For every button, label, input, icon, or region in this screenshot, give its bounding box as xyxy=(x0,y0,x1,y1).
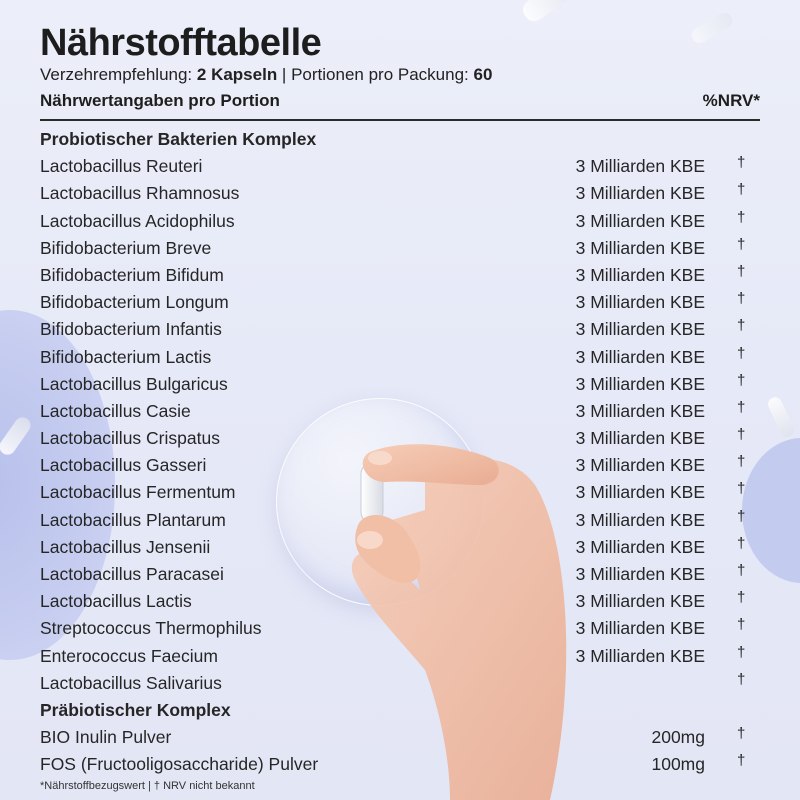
nutrient-nrv: † xyxy=(737,752,746,770)
nutrient-amount: 3 Milliarden KBE xyxy=(575,400,705,421)
nutrient-amount: 3 Milliarden KBE xyxy=(575,183,705,204)
table-header-nrv: %NRV* xyxy=(702,91,760,110)
nutrient-amount: 3 Milliarden KBE xyxy=(575,373,705,394)
table-row xyxy=(0,235,800,262)
table-row xyxy=(0,425,800,452)
table-row xyxy=(0,724,800,751)
section-title-prebiotic xyxy=(0,697,800,724)
nutrient-nrv: † xyxy=(737,290,746,308)
nutrient-name: Bifidobacterium Infantis xyxy=(40,319,222,340)
nutrient-amount: 3 Milliarden KBE xyxy=(575,645,705,666)
nutrient-amount: 3 Milliarden KBE xyxy=(575,482,705,503)
nutrient-name: Lactobacillus Fermentum xyxy=(40,482,236,503)
nutrient-amount: 3 Milliarden KBE xyxy=(575,591,705,612)
table-row xyxy=(0,643,800,670)
nutrient-nrv: † xyxy=(737,534,746,552)
dosage-line xyxy=(40,65,492,85)
portions-label: Portionen pro Packung: xyxy=(291,65,474,84)
nutrient-name: Lactobacillus Rhamnosus xyxy=(40,183,240,204)
nutrient-amount: 3 Milliarden KBE xyxy=(575,319,705,340)
nutrient-amount: 3 Milliarden KBE xyxy=(575,509,705,530)
nutrient-name: Bifidobacterium Breve xyxy=(40,237,212,258)
nutrient-amount: 3 Milliarden KBE xyxy=(575,237,705,258)
nutrient-name: FOS (Fructooligosaccharide) Pulver xyxy=(40,754,319,775)
nutrient-name: Lactobacillus Lactis xyxy=(40,591,192,612)
page-title: Nährstofftabelle xyxy=(40,22,322,64)
dosage-separator: | xyxy=(277,65,292,84)
table-row xyxy=(0,180,800,207)
nutrient-amount: 100mg xyxy=(651,754,705,775)
header-divider xyxy=(40,119,760,121)
table-row xyxy=(0,452,800,479)
nutrient-nrv: † xyxy=(737,262,746,280)
nutrient-amount: 3 Milliarden KBE xyxy=(575,536,705,557)
nutrient-nrv: † xyxy=(737,317,746,335)
nutrient-amount: 3 Milliarden KBE xyxy=(575,210,705,231)
floating-capsule-top xyxy=(519,0,581,25)
nutrient-amount: 3 Milliarden KBE xyxy=(575,428,705,449)
table-row xyxy=(0,534,800,561)
nutrient-name: Lactobacillus Jensenii xyxy=(40,536,211,557)
nutrient-name: Bifidobacterium Longum xyxy=(40,292,229,313)
table-row xyxy=(0,153,800,180)
nutrient-nrv: † xyxy=(737,480,746,498)
nutrient-nrv: † xyxy=(737,154,746,172)
nutrient-name: Bifidobacterium Bifidum xyxy=(40,264,224,285)
nutrient-name: BIO Inulin Pulver xyxy=(40,727,172,748)
nutrient-nrv: † xyxy=(737,643,746,661)
nutrient-name: Lactobacillus Bulgaricus xyxy=(40,373,228,394)
nutrient-name: Enterococcus Faecium xyxy=(40,645,218,666)
nutrient-nrv: † xyxy=(737,562,746,579)
nutrient-amount: 200mg xyxy=(651,727,705,748)
nutrient-name: Lactobacillus Crispatus xyxy=(40,428,220,449)
nutrient-nrv: † xyxy=(737,235,746,253)
dosage-value: 2 Kapseln xyxy=(196,65,278,84)
nutrient-nrv: † xyxy=(737,426,746,444)
table-row xyxy=(0,561,800,588)
table-row xyxy=(0,670,800,697)
nutrient-name: Lactobacillus Plantarum xyxy=(40,509,226,530)
table-row xyxy=(0,398,800,425)
nutrient-amount: 3 Milliarden KBE xyxy=(575,346,705,367)
nutrient-amount: 3 Milliarden KBE xyxy=(575,564,705,584)
nutrient-name: Streptococcus Thermophilus xyxy=(40,618,262,639)
nutrient-amount: 3 Milliarden KBE xyxy=(575,455,705,476)
section-title-probiotic xyxy=(0,126,800,153)
nutrient-nrv: † xyxy=(737,507,746,525)
nutrient-name: Lactobacillus Acidophilus xyxy=(40,210,235,231)
table-row xyxy=(0,371,800,398)
nutrient-nrv: † xyxy=(737,453,746,471)
table-row xyxy=(0,615,800,642)
nutrient-amount: 3 Milliarden KBE xyxy=(575,292,705,313)
nutrient-amount: 3 Milliarden KBE xyxy=(575,618,705,639)
footnote: *Nährstoffbezugswert | † NRV nicht bekannt xyxy=(40,780,255,792)
table-row xyxy=(0,262,800,289)
nutrient-table xyxy=(0,126,800,779)
nutrient-nrv: † xyxy=(737,398,746,416)
nutrient-nrv: † xyxy=(737,589,746,607)
nutrient-name: Bifidobacterium Lactis xyxy=(40,346,212,367)
nutrient-nrv: † xyxy=(737,616,746,634)
table-row xyxy=(0,208,800,235)
portions-value: 60 xyxy=(473,65,493,84)
table-row xyxy=(0,588,800,615)
floating-capsule-top-right xyxy=(689,10,735,46)
nutrient-nrv: † xyxy=(737,371,746,389)
table-row xyxy=(0,479,800,506)
table-row xyxy=(0,751,800,778)
table-row xyxy=(0,289,800,316)
nutrient-name: Lactobacillus Gasseri xyxy=(40,455,207,476)
nutrient-name: Lactobacillus Paracasei xyxy=(40,564,224,584)
section-title: Probiotischer Bakterien Komplex xyxy=(40,129,317,149)
nutrient-nrv: † xyxy=(737,725,746,743)
table-row xyxy=(0,316,800,343)
nutrient-amount: 3 Milliarden KBE xyxy=(575,264,705,285)
nutrient-nrv: † xyxy=(737,181,746,199)
table-row xyxy=(0,344,800,371)
table-row xyxy=(0,507,800,534)
nutrient-name: Lactobacillus Casie xyxy=(40,400,191,421)
dosage-label: Verzehrempfehlung: xyxy=(40,65,197,84)
table-header-label: Nährwertangaben pro Portion xyxy=(40,91,280,110)
nutrient-amount: 3 Milliarden KBE xyxy=(575,156,705,177)
nutrient-nrv: † xyxy=(737,670,746,688)
nutrient-name: Lactobacillus Reuteri xyxy=(40,156,203,177)
section-title: Präbiotischer Komplex xyxy=(40,699,231,720)
nutrient-nrv: † xyxy=(737,344,746,362)
nutrient-nrv: † xyxy=(737,208,746,226)
table-header xyxy=(40,91,760,113)
nutrient-name: Lactobacillus Salivarius xyxy=(40,672,222,693)
